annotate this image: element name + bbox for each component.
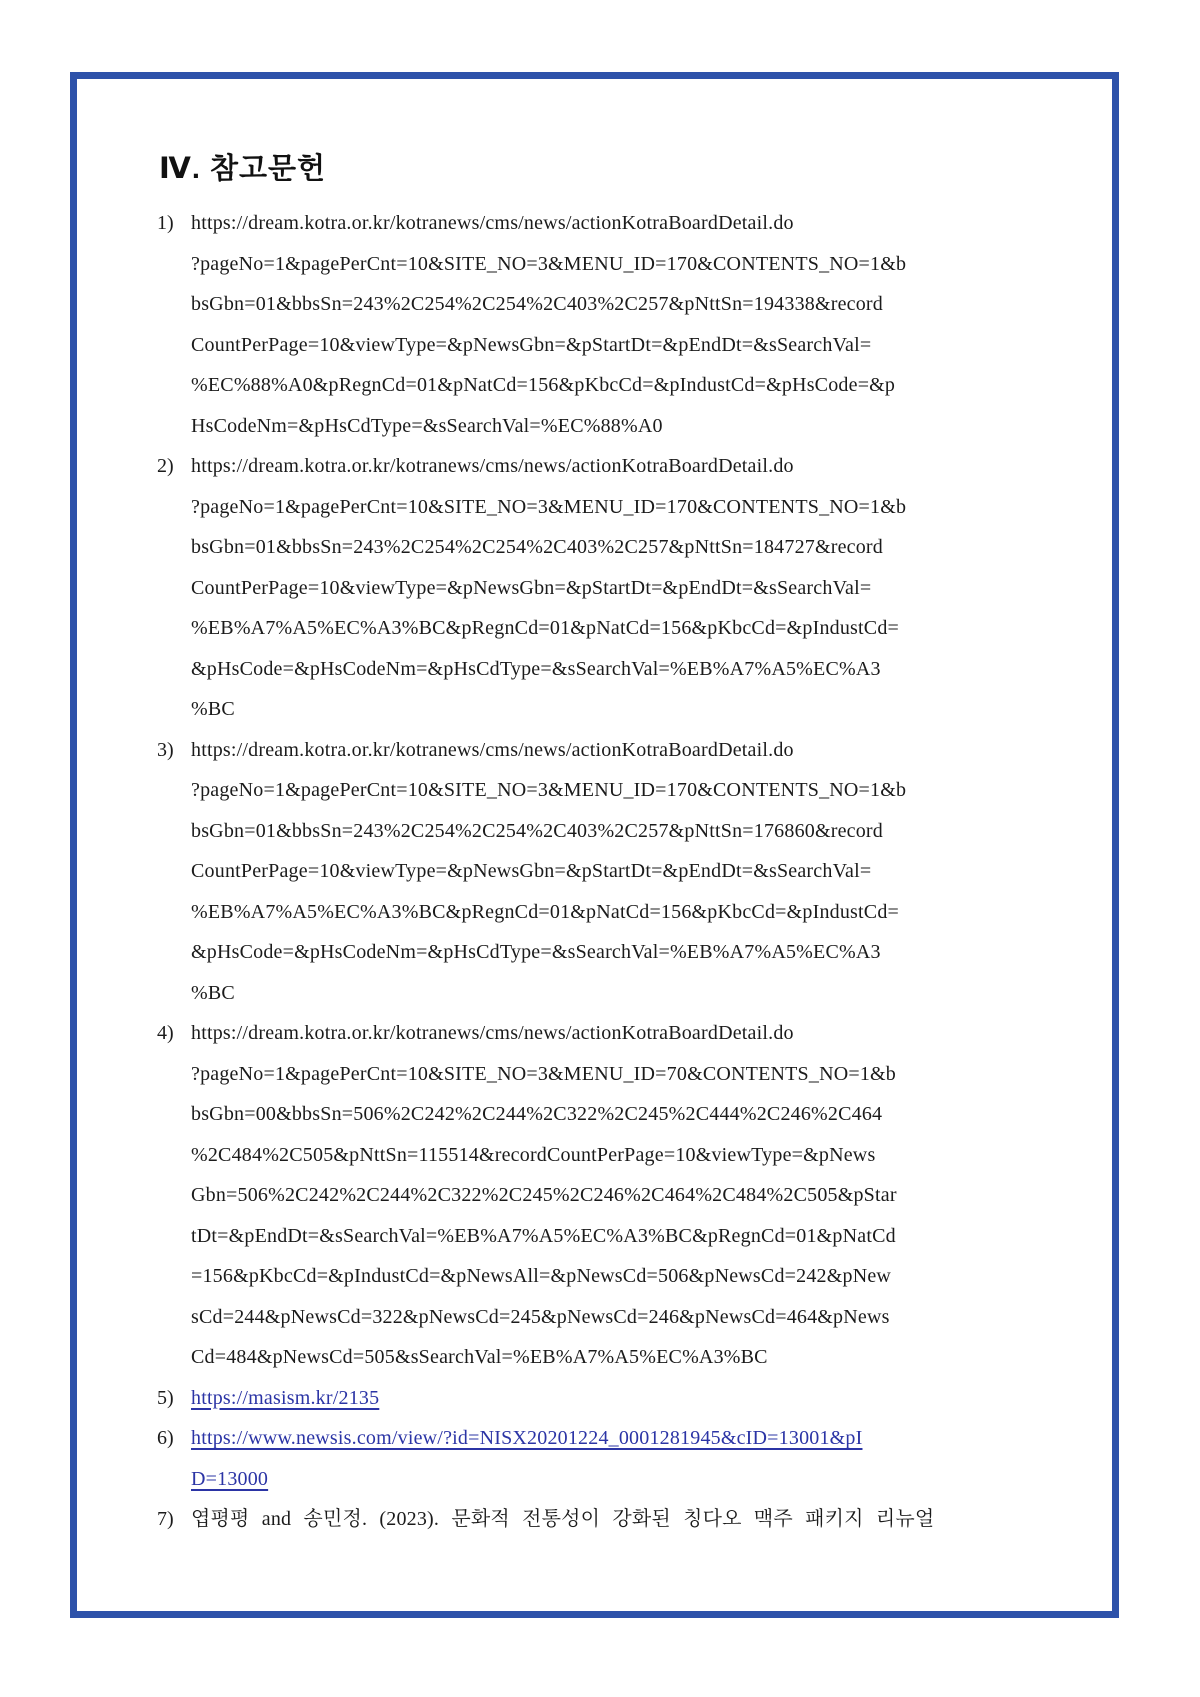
reference-link[interactable]: https://www.newsis.com/view/?id=NISX20201224_0001281945&cID=13001&pI — [191, 1427, 863, 1449]
reference-text — [191, 1378, 972, 1419]
reference-url-line: %EB%A7%A5%EC%A3%BC&pRegnCd=01&pNatCd=156&pKbcCd=&pIndustCd= — [191, 900, 900, 923]
reference-url-line: https://dream.kotra.or.kr/kotranews/cms/news/actionKotraBoardDetail.do — [191, 455, 794, 477]
reference-url-line: =156&pKbcCd=&pIndustCd=&pNewsAll=&pNewsCd=506&pNewsCd=242&pNew — [191, 1265, 892, 1287]
reference-citation-line: 엽평평 and 송민정. (2023). 문화적 전통성이 강화된 칭다오 맥주 패키지 리뉴얼 — [191, 1508, 935, 1530]
reference-number: 4) — [157, 1022, 174, 1044]
section-title: Ⅳ. 참고문헌 — [159, 153, 327, 185]
reference-url-line: ?pageNo=1&pagePerCnt=10&SITE_NO=3&MENU_ID=170&CONTENTS_NO=1&b — [191, 779, 907, 801]
reference-link-line — [191, 1378, 972, 1419]
reference-text — [191, 1013, 972, 1378]
reference-url-line: &pHsCode=&pHsCodeNm=&pHsCdType=&sSearchVal=%EB%A7%A5%EC%A3 — [191, 941, 881, 963]
reference-url-line: sCd=244&pNewsCd=322&pNewsCd=245&pNewsCd=246&pNewsCd=464&pNews — [191, 1305, 890, 1328]
reference-url-line: &pHsCode=&pHsCodeNm=&pHsCdType=&sSearchVal=%EB%A7%A5%EC%A3 — [191, 657, 881, 680]
reference-number: 1) — [157, 212, 174, 234]
reference-number: 2) — [157, 455, 174, 477]
reference-item-6 — [157, 1418, 972, 1499]
reference-url-line: %EC%88%A0&pRegnCd=01&pNatCd=156&pKbcCd=&pIndustCd=&pHsCode=&p — [191, 374, 896, 396]
reference-text — [191, 1499, 972, 1540]
reference-number: 5) — [157, 1386, 174, 1409]
reference-item-7 — [157, 1499, 972, 1540]
reference-item-3 — [157, 730, 972, 1014]
reference-url-line: %BC — [191, 698, 235, 720]
reference-url-line: bsGbn=00&bbsSn=506%2C242%2C244%2C322%2C245%2C444%2C246%2C464 — [191, 1103, 883, 1125]
reference-text — [191, 1418, 972, 1499]
reference-url-line: %BC — [191, 981, 235, 1004]
reference-url-line: tDt=&pEndDt=&sSearchVal=%EB%A7%A5%EC%A3%BC&pRegnCd=01&pNatCd — [191, 1224, 896, 1247]
reference-url-line: bsGbn=01&bbsSn=243%2C254%2C254%2C403%2C257&pNttSn=194338&record — [191, 293, 883, 315]
reference-url-line: https://dream.kotra.or.kr/kotranews/cms/news/actionKotraBoardDetail.do — [191, 212, 794, 234]
reference-url-line: %EB%A7%A5%EC%A3%BC&pRegnCd=01&pNatCd=156&pKbcCd=&pIndustCd= — [191, 617, 900, 639]
reference-link-line — [191, 1418, 972, 1459]
reference-url-line: https://dream.kotra.or.kr/kotranews/cms/news/actionKotraBoardDetail.do — [191, 1022, 794, 1044]
reference-url-line: ?pageNo=1&pagePerCnt=10&SITE_NO=3&MENU_ID=70&CONTENTS_NO=1&b — [191, 1062, 896, 1085]
reference-number: 3) — [157, 738, 174, 761]
reference-url-line: Gbn=506%2C242%2C244%2C322%2C245%2C246%2C464%2C484%2C505&pStar — [191, 1184, 897, 1206]
reference-url-line: https://dream.kotra.or.kr/kotranews/cms/news/actionKotraBoardDetail.do — [191, 738, 794, 761]
reference-text — [191, 730, 972, 1014]
reference-item-4 — [157, 1013, 972, 1378]
reference-url-line: CountPerPage=10&viewType=&pNewsGbn=&pStartDt=&pEndDt=&sSearchVal= — [191, 333, 872, 356]
reference-text — [191, 203, 972, 446]
reference-list — [157, 203, 972, 1540]
reference-text — [191, 446, 972, 730]
reference-link[interactable]: https://masism.kr/2135 — [191, 1386, 380, 1409]
reference-item-2 — [157, 446, 972, 730]
reference-url-line: bsGbn=01&bbsSn=243%2C254%2C254%2C403%2C257&pNttSn=184727&record — [191, 536, 883, 558]
reference-url-line: ?pageNo=1&pagePerCnt=10&SITE_NO=3&MENU_ID=170&CONTENTS_NO=1&b — [191, 495, 907, 518]
reference-url-line: %2C484%2C505&pNttSn=115514&recordCountPerPage=10&viewType=&pNews — [191, 1143, 876, 1166]
reference-url-line: HsCodeNm=&pHsCdType=&sSearchVal=%EC%88%A0 — [191, 414, 663, 437]
reference-url-line: CountPerPage=10&viewType=&pNewsGbn=&pStartDt=&pEndDt=&sSearchVal= — [191, 576, 872, 599]
reference-url-line: ?pageNo=1&pagePerCnt=10&SITE_NO=3&MENU_ID=170&CONTENTS_NO=1&b — [191, 252, 907, 275]
reference-url-line: bsGbn=01&bbsSn=243%2C254%2C254%2C403%2C257&pNttSn=176860&record — [191, 819, 883, 842]
reference-number: 7) — [157, 1508, 174, 1530]
reference-link-line — [191, 1459, 972, 1500]
reference-url-line: Cd=484&pNewsCd=505&sSearchVal=%EB%A7%A5%EC%A3%BC — [191, 1346, 768, 1368]
reference-number: 6) — [157, 1427, 174, 1449]
reference-item-1 — [157, 203, 972, 446]
references-section — [157, 146, 972, 1540]
reference-item-5 — [157, 1378, 972, 1419]
reference-link[interactable]: D=13000 — [191, 1467, 269, 1490]
reference-url-line: CountPerPage=10&viewType=&pNewsGbn=&pStartDt=&pEndDt=&sSearchVal= — [191, 860, 872, 882]
